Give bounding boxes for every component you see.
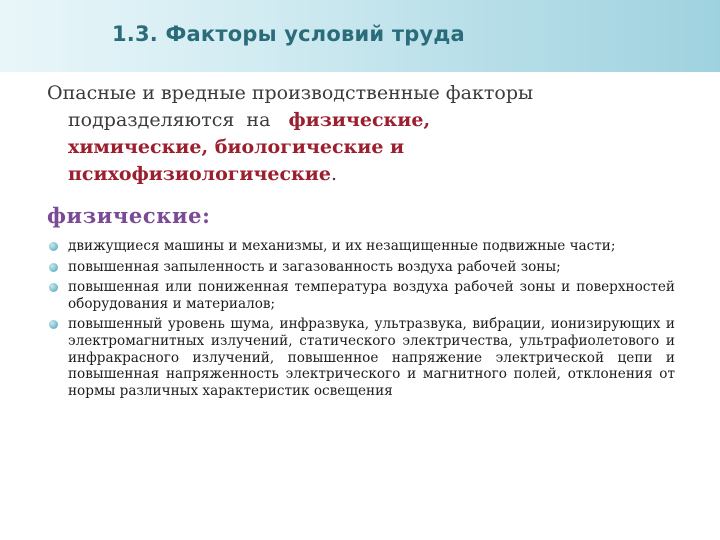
list-item-text: движущиеся машины и механизмы, и их незащищенные подвижные части; — [68, 238, 616, 254]
intro-line-1: Опасные и вредные производственные факторы — [47, 82, 534, 104]
intro-line-2-prefix: подразделяются на — [68, 109, 289, 131]
list-item — [47, 238, 675, 255]
intro-term-physical: физические, — [288, 109, 431, 131]
intro-line-4 — [47, 161, 697, 188]
list-item-text: повышенная запыленность и загазованность воздуха рабочей зоны; — [68, 258, 561, 275]
intro-term-psycho: психофизиологические — [68, 163, 331, 185]
factor-list — [47, 238, 675, 403]
subheading-physical: физические: — [47, 203, 211, 228]
list-item — [47, 279, 675, 312]
list-item — [47, 259, 675, 276]
slide-title: 1.3. Факторы условий труда — [112, 22, 465, 46]
bullet-icon — [49, 320, 58, 329]
bullet-icon — [49, 283, 58, 292]
bullet-icon — [49, 242, 58, 251]
bullet-icon — [49, 263, 58, 272]
intro-line-2 — [47, 107, 697, 134]
intro-line-3: химические, биологические и — [68, 136, 405, 158]
list-item-text: повышенный уровень шума, инфразвука, ультразвука, вибрации, ионизирующих и электромагнитных излучений, статического электричества, ультрафиолетового и инфракрасного излучений, повышенное напряжение электрической цепи и повышенная напряженность электрического и магнитного полей, отклонения от нормы различных характеристик освещения — [68, 316, 675, 399]
list-item — [47, 316, 675, 399]
intro-line-4-suffix: . — [330, 163, 338, 185]
intro-paragraph — [47, 80, 697, 188]
list-item-text: повышенная или пониженная температура воздуха рабочей зоны и поверхностей оборудования и материалов; — [68, 279, 675, 312]
